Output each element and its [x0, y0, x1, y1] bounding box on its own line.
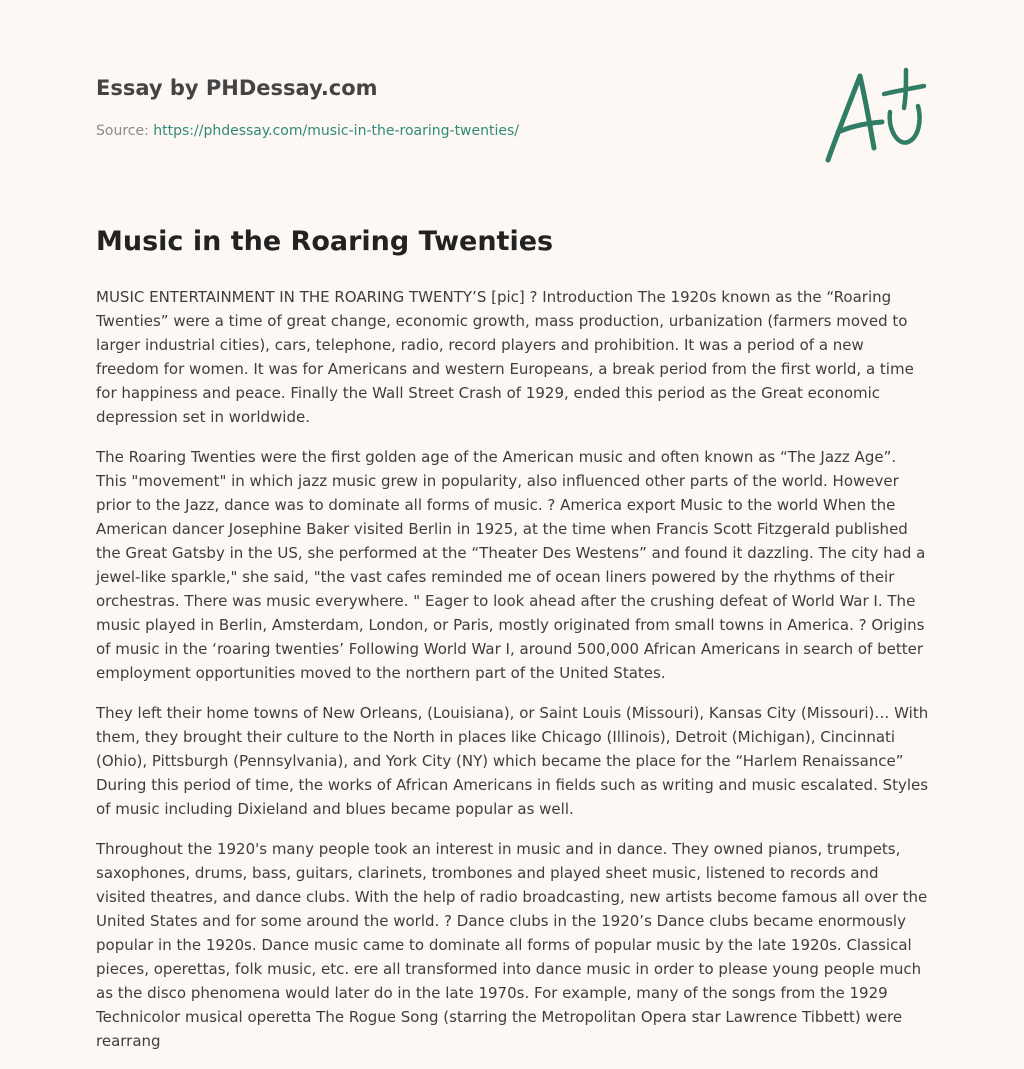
essay-paragraph: They left their home towns of New Orleans, (Louisiana), or Saint Louis (Missouri), Kansas City (Missouri)… With them, they brought their culture to the North in places like Chicago (Illinois), Detroit (Michigan), Cincinnati (Ohio), Pittsburgh (Pennsylvania), and York City (NY) which became the place for the “Harlem Renaissance” During this period of time, the works of African Americans in fields such as writing and music escalated. Styles of music including Dixieland and blues became popular as well. [96, 704, 929, 818]
source-link[interactable]: https://phdessay.com/music-in-the-roaring-twenties/ [153, 123, 519, 139]
source-label: Source: [96, 123, 149, 139]
source-line [96, 123, 519, 139]
a-plus-grade-icon [820, 66, 928, 166]
site-brand: Essay by PHDessay.com [96, 76, 378, 100]
essay-paragraph: The Roaring Twenties were the first golden age of the American music and often known as “The Jazz Age”. This "movement" in which jazz music grew in popularity, also influenced other parts of the world. However prior to the Jazz, dance was to dominate all forms of music. ? America export Music to the world When the American dancer Josephine Baker visited Berlin in 1925, at the time when Francis Scott Fitzgerald published the Great Gatsby in the US, she performed at the “Theater Des Westens” and found it dazzling. The city had a jewel-like sparkle," she said, "the vast cafes reminded me of ocean liners powered by the rhythms of their orchestras. There was music everywhere. " Eager to look ahead after the crushing defeat of World War I. The music played in Berlin, Amsterdam, London, or Paris, mostly originated from small towns in America. ? Origins of music in the ‘roaring twenties’ Following World War I, around 500,000 African Americans in search of better employment opportunities moved to the northern part of the United States. [96, 448, 926, 682]
essay-title: Music in the Roaring Twenties [96, 226, 554, 257]
essay-paragraph: Throughout the 1920's many people took an interest in music and in dance. They owned pianos, trumpets, saxophones, drums, bass, guitars, clarinets, trombones and played sheet music, listened to records and visited theatres, and dance clubs. With the help of radio broadcasting, new artists become famous all over the United States and for some around the world. ? Dance clubs in the 1920’s Dance clubs became enormously popular in the 1920s. Dance music came to dominate all forms of popular music by the late 1920s. Classical pieces, operettas, folk music, etc. ere all transformed into dance music in order to please young people much as the disco phenomena would later do in the late 1970s. For example, many of the songs from the 1929 Technicolor musical operetta The Rogue Song (starring the Metropolitan Opera star Lawrence Tibbett) were rearrang [96, 840, 928, 1050]
essay-body [96, 285, 930, 1069]
essay-paragraph: MUSIC ENTERTAINMENT IN THE ROARING TWENTY’S [pic] ? Introduction The 1920s known as the “Roaring Twenties” were a time of great change, economic growth, mass production, urbanization (farmers moved to larger industrial cities), cars, telephone, radio, record players and prohibition. It was a period of a new freedom for women. It was for Americans and western Europeans, a break period from the first world, a time for happiness and peace. Finally the Wall Street Crash of 1929, ended this period as the Great economic depression set in worldwide. [96, 288, 914, 426]
